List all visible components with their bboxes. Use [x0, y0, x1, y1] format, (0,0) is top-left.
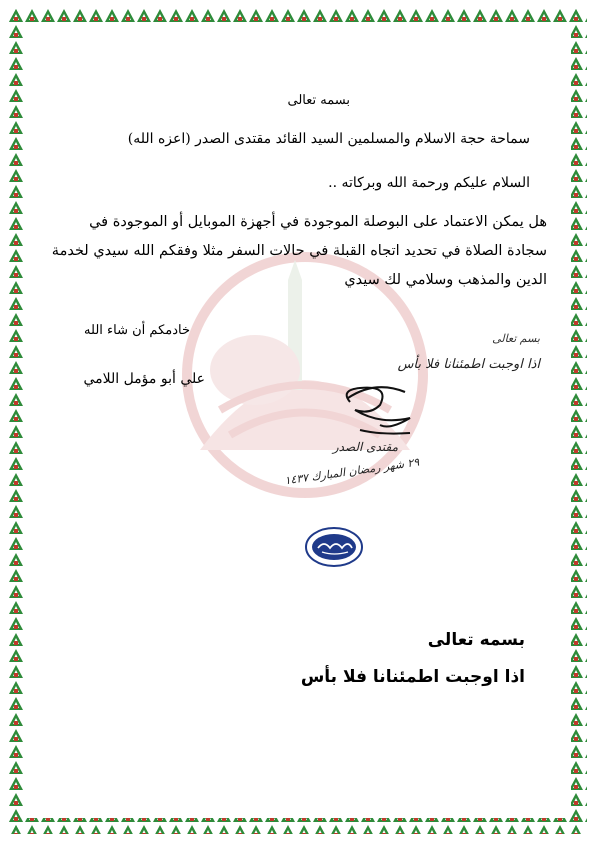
question-line-3: الدين والمذهب وسلامي لك سيدي: [344, 272, 547, 288]
letter-addressee: سماحة حجة الاسلام والمسلمين السيد القائد مقتدى الصدر (اعزه الله): [127, 131, 530, 147]
handwritten-name: مقتدى الصدر: [332, 440, 398, 454]
question-line-2: سجادة الصلاة في تحديد اتجاه القبلة في حالات السفر مثلا وفقكم الله سيدي لخدمة: [51, 243, 547, 259]
handwritten-answer: اذا اوجبت اطمئنانا فلا بأس: [397, 357, 540, 372]
typed-answer: اذا اوجبت اطمئنانا فلا بأس: [300, 667, 525, 687]
letter-closing: خادمكم أن شاء الله: [84, 323, 190, 338]
letter-sender: علي أبو مؤمل اللامي: [83, 371, 205, 387]
typed-basmala: بسمه تعالى: [427, 630, 525, 650]
handwritten-date: ٢٩ شهر رمضان المبارك ١٤٣٧: [283, 455, 421, 488]
letter-basmala: بسمه تعالى: [287, 93, 350, 108]
blue-seal: [304, 526, 364, 568]
handwritten-basmala: بسم تعالى: [492, 332, 540, 345]
question-line-1: هل يمكن الاعتماد على البوصلة الموجودة في أجهزة الموبايل أو الموجودة في: [89, 214, 547, 230]
letter-greeting: السلام عليكم ورحمة الله وبركاته ..: [328, 175, 530, 191]
